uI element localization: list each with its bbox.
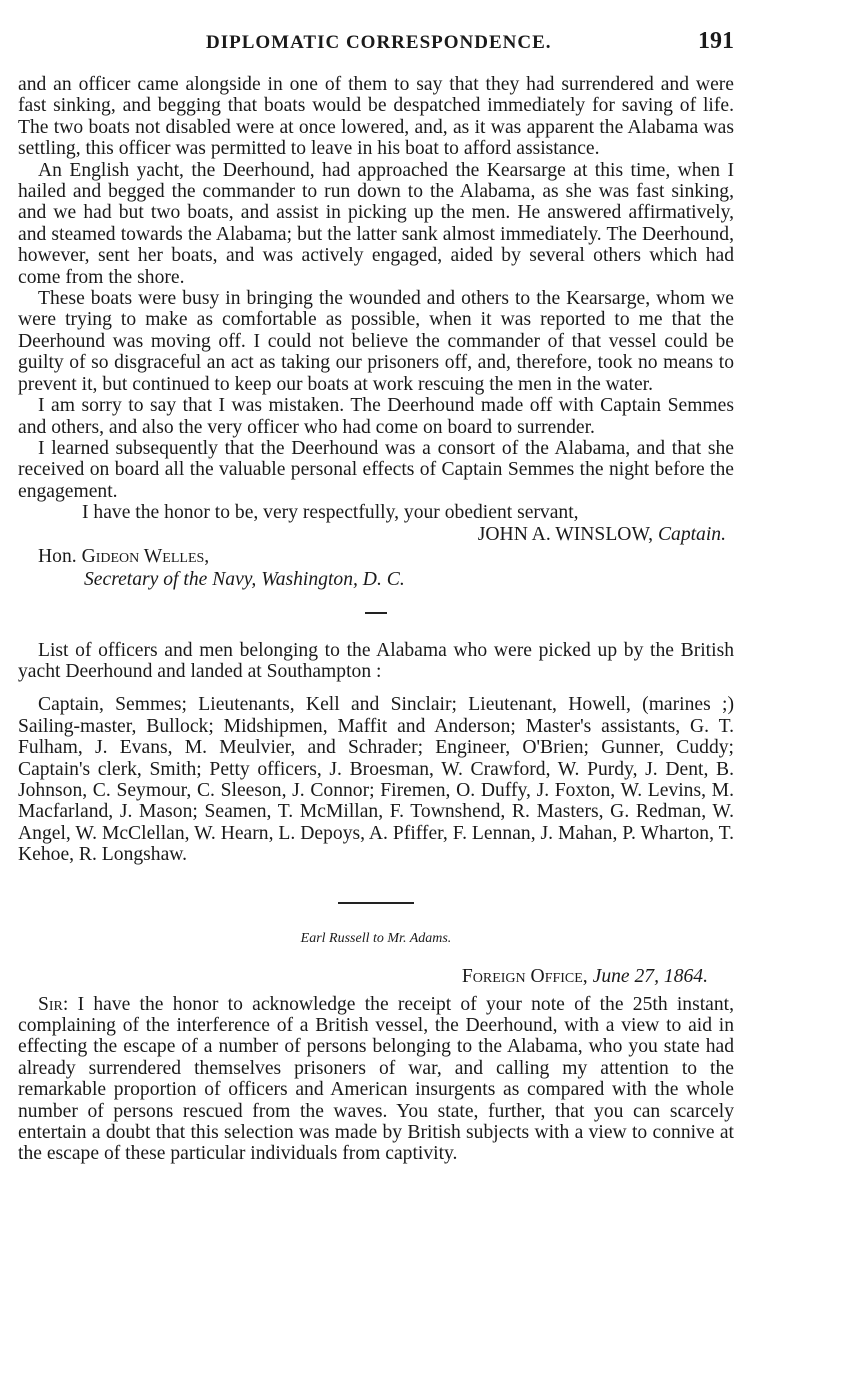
addressee	[18, 546, 734, 568]
section-divider	[338, 902, 414, 904]
addressee-hon: Hon.	[38, 545, 77, 567]
dateline	[18, 966, 734, 988]
signature-name: JOHN A. WINSLOW,	[477, 523, 654, 545]
officer-list-names: Captain, Semmes; Lieutenants, Kell and Sinclair; Lieutenant, Howell, (marines ;) Sailing-master, Bullock; Midshipmen, Maffit and Anderson; Master's assistants, G. T. Fulham, J. Evans, M. Meulvier, and Schrader; Engineer, O'Brien; Gunner, Cuddy; Captain's clerk, Smith; Petty officers, J. Broesman, W. Crawford, W. Purdy, J. Dent, B. Johnson, C. Seymour, C. Sleeson, J. Connor; Firemen, O. Duffy, J. Foxton, W. Levins, M. Macfarland, J. Mason; Seamen, T. McMillan, F. Townshend, R. Masters, G. Redman, W. Angel, W. McClellan, W. Hearn, L. Depoys, A. Pfiffer, F. Lennan, J. Mahan, P. Wharton, T. Kehoe, R. Longshaw.	[18, 694, 734, 866]
addressee-name: Gideon Welles,	[81, 545, 210, 567]
letter-closing: I have the honor to be, very respectfully, your obedient servant,	[82, 502, 579, 524]
page-header	[18, 28, 734, 56]
officer-list	[18, 640, 734, 866]
section-divider	[365, 612, 387, 614]
letter-body-text: I have the honor to acknowledge the receipt of your note of the 25th instant, complaining of the interference of a British vessel, the Deerhound, with a view to aid in effecting the escape of a number of persons belonging to the Alabama, who you state had already surrendered themselves prisoners of war, and calling my attention to the remarkable proportion of officers and American insurgents as compared with the whole number of persons rescued from the waves. You state, further, that you can scarcely entertain a doubt that this selection was made by British subjects with a view to connive at the escape of these particular individuals from captivity.	[18, 993, 734, 1165]
signature-title: Captain.	[657, 523, 726, 545]
document-page	[18, 28, 734, 1165]
signature	[18, 524, 734, 546]
addressee-role: Secretary of the Navy, Washington, D. C.	[84, 568, 405, 590]
running-head: DIPLOMATIC CORRESPONDENCE.	[206, 32, 552, 53]
dateline-place: Foreign Office,	[461, 965, 588, 987]
letter-paragraph: and an officer came alongside in one of them to say that they had surrendered and were fast sinking, and begging that boats would be despatched immediately for saving of life. The two boats not disabled were at once lowered, and, as it was apparent the Alabama was settling, this officer was permitted to leave in his boat to afford assistance.	[18, 74, 734, 160]
page-number: 191	[698, 28, 734, 54]
letter-paragraph: These boats were busy in bringing the wounded and others to the Kearsarge, whom we were trying to make as comfortable as possible, when it was reported to me that the Deerhound was moving off. I could not believe the commander of that vessel could be guilty of so disgraceful an act as taking our prisoners off, and, therefore, took no means to prevent it, but continued to keep our boats at work rescuing the men in the water.	[18, 288, 734, 395]
letter-paragraph: An English yacht, the Deerhound, had approached the Kearsarge at this time, when I hailed and begged the commander to run down to the Alabama, as she was fast sinking, and we had but two boats, and assist in picking up the men. He answered affirmatively, and steamed towards the Alabama; but the latter sank almost immediately. The Deerhound, however, sent her boats, and was actively engaged, aided by several others which had come from the shore.	[18, 159, 734, 288]
officer-list-intro: List of officers and men belonging to the Alabama who were picked up by the British yacht Deerhound and landed at Southampton :	[18, 639, 734, 682]
winslow-letter	[18, 74, 734, 592]
letter-body	[18, 994, 734, 1165]
russell-letter	[18, 930, 734, 1165]
letter-heading: Earl Russell to Mr. Adams.	[300, 930, 452, 946]
letter-paragraph: I am sorry to say that I was mistaken. The Deerhound made off with Captain Semmes and others, and also the very officer who had come on board to surrender.	[18, 395, 734, 438]
letter-paragraph: I learned subsequently that the Deerhound was a consort of the Alabama, and that she received on board all the valuable personal effects of Captain Semmes the night before the engagement.	[18, 437, 734, 502]
dateline-date: June 27, 1864.	[592, 965, 708, 987]
salutation: Sir:	[38, 993, 69, 1015]
